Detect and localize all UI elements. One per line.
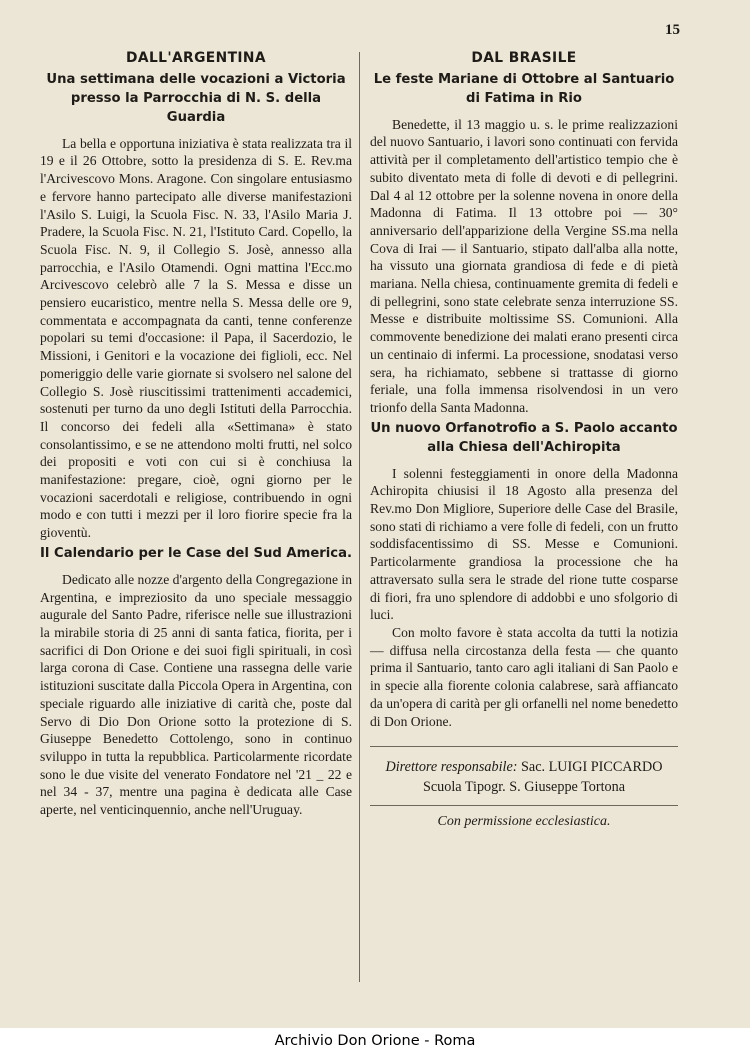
- director-name: Sac. LUIGI PICCARDO: [521, 759, 663, 776]
- credits-block: [370, 746, 678, 832]
- article-title-calendario: Il Calendario per le Case del Sud America.: [40, 545, 353, 561]
- column-divider: [359, 52, 360, 982]
- article-body-orfanotrofio-2: Con molto favore è stata accolta da tutti la notizia — diffusa nella circostanza della festa — che quanto prima il Santuario, tanto caro agli italiani di San Paolo e in specie alla fiorente colonia calabrese, sarà affiancato da un'opera di carità per gli orfanelli nel nome benedetto di Don Orione.: [370, 624, 678, 729]
- right-column: [370, 50, 678, 832]
- article-body-calendario: Dedicato alle nozze d'argento della Congregazione in Argentina, e impreziosito da uno speciale messaggio augurale del Santo Padre, riferisce nelle sue illustrazioni la mirabile storia di 25 anni di santa fatica, fiorita, per i sacrifici di Don Orione e dei suoi figli spirituali, in così larga corona di Case. Contiene una rassegna delle varie istituzioni suscitate dalla Piccola Opera in Argentina, con speciale riguardo alle iniziative di carità che, poste dal Servo di Dio Don Orione sotto la protezione di S. Giuseppe Benedetto Cottolengo, sono in continuo sviluppo in tutta la repubblica. Particolarmente ricordate sono le due visite del venerato Fondatore nel '21 _ 22 e nel 34 - 37, mentre una pagina è dedicata alle Case aperte, nel venticinquennio, anche nell'Uruguay.: [40, 571, 352, 818]
- page-number: 15: [665, 22, 680, 38]
- article-title-orfanotrofio: Un nuovo Orfanotrofio a S. Paolo accanto alla Chiesa dell'Achiropita: [370, 420, 678, 455]
- article-title-vocazioni: Una settimana delle vocazioni a Victoria presso la Parrocchia di N. S. della Guardia: [46, 71, 346, 125]
- article-body-orfanotrofio-1: I solenni festeggiamenti in onore della Madonna Achiropita chiusisi il 18 Agosto alla presenza del Rev.mo Don Migliore, Superiore delle Case del Brasile, sono stati di richiamo a vere folle di fedeli, con un frutto soddisfacentissimo di SS. Messe e Comunioni. Particolarmente grandiosa la processione che ha attraversato sulla sera le strade del rione tutte cosparse di fiori, fra uno splendore di addobbi e uno sfolgorio di luci.: [370, 465, 678, 623]
- left-column: [40, 50, 352, 819]
- section-heading-brasile: DAL BRASILE: [471, 50, 577, 66]
- director-line: [370, 757, 678, 777]
- article-body-vocazioni: La bella e opportuna iniziativa è stata realizzata tra il 19 e il 26 Ottobre, sotto la presidenza di S. E. Rev.ma l'Arcivescovo Mons. Aragone. Con singolare entusiasmo e fervore hanno partecipato alle diverse manifestazioni l'Asilo S. Luigi, la Scuola Fisc. N. 33, l'Asilo Maria J. Pradere, la Scuola Fisc. N. 21, l'Istituto Card. Copello, la Scuola Fisc. N. 9, il Collegio S. Josè, annesso alla parrocchia, e l'Asilo Otamendi. Ogni mattina l'Ecc.mo Arcivescovo celebrò alle 7 la S. Messa e disse un pensiero eucaristico, mentre nella S. Messa delle ore 9, commentata e accompagnata da canti, tenne conferenze popolari su temi d'occasione: il Papa, il Sacerdozio, le Missioni, i Genitori e la vocazione dei figlioli, ecc. Nel pomeriggio delle varie giornate si svolsero nel salone del Collegio S. Josè riuscitissimi trattenimenti accademici, sostenuti per turno da uno degli Istituti della Parrocchia. Il concorso dei fedeli alla «Settimana» è stato consolantissimo, e se ne attendono molti frutti, nel solco dei propositi e voti con cui si è conchiusa la manifestazione: pregare, cioè, ogni giorno per le vocazioni sacerdotali e religiose, contribuendo in ogni modo e con tutti i mezzi per il loro fiorire specie fra la gioventù.: [40, 135, 352, 541]
- archive-footer: Archivio Don Orione - Roma: [0, 1028, 750, 1054]
- section-heading-argentina: DALL'ARGENTINA: [126, 50, 266, 66]
- article-body-fatima: Benedette, il 13 maggio u. s. le prime realizzazioni del nuovo Santuario, i lavori sono continuati con fervida attività per il completamento dell'artistico tempio che è subito diventato meta di folle di devoti e di pellegrini. Dal 4 al 12 ottobre per la solenne novena in onore della Madonna di Fatima. Il 13 ottobre poi — 30° anniversario dell'apparizione della Vergine SS.ma nella Cova di Irai — il Santuario, stipato dall'alba alla notte, ha vissuto una giornata grandiosa di fede e di pietà mariana. Nella chiesa, continuamente gremita di fedeli e di pellegrini, sono state celebrate senza interruzione SS. Messe e distribuite moltissime SS. Comunioni. Alla commovente benedizione dei malati erano presenti circa un centinaio di infermi. La processione, snodatasi verso sera, ha richiamato, sebbene si trattasse di giorno feriale, una folla immensa risolvendosi in un vero trionfo della Santa Madonna.: [370, 116, 678, 415]
- director-role: Direttore responsabile:: [385, 759, 518, 776]
- credits-divider: [370, 805, 678, 806]
- article-title-fatima: Le feste Mariane di Ottobre al Santuario di Fatima in Rio: [373, 71, 675, 106]
- permission-note: Con permissione ecclesiastica.: [437, 814, 611, 830]
- printer-line: Scuola Tipogr. S. Giuseppe Tortona: [422, 779, 626, 796]
